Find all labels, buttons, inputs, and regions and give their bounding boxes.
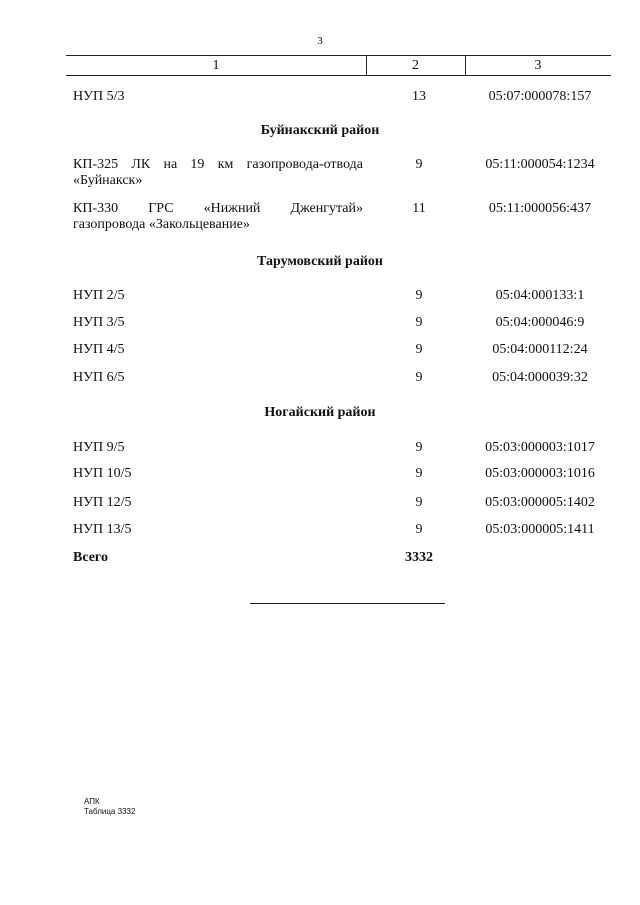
row-code: 05:03:000003:1017: [485, 440, 595, 455]
row-value: 9: [415, 288, 423, 303]
row-code: 05:04:000112:24: [492, 342, 588, 357]
section-title-buynaksky: Буйнакский район: [260, 123, 380, 138]
row-code: 05:03:000005:1402: [485, 495, 595, 510]
row-name: НУП 2/5: [73, 288, 125, 303]
row-code: 05:11:000054:1234: [485, 157, 595, 172]
row-code: 05:07:000078:157: [488, 89, 592, 104]
table-header: [66, 58, 611, 74]
footer-note-line-1: АПК: [84, 797, 100, 806]
row-name: НУП 9/5: [73, 440, 125, 455]
row-code: 05:11:000056:437: [488, 201, 592, 216]
row-name: НУП 3/5: [73, 315, 125, 330]
total-label: Всего: [73, 550, 108, 565]
closing-rule: [250, 603, 445, 604]
table-header-bottom-rule: [66, 75, 611, 76]
row-value: 9: [415, 370, 423, 385]
row-code: 05:03:000003:1016: [485, 466, 595, 481]
row-code: 05:04:000039:32: [492, 370, 588, 385]
column-header-1: 1: [212, 58, 220, 73]
row-value: 9: [415, 440, 423, 455]
row-code: 05:04:000046:9: [495, 315, 585, 330]
row-value: 9: [415, 522, 423, 537]
row-name: НУП 4/5: [73, 342, 125, 357]
total-value: 3332: [405, 550, 433, 565]
page-number: 3: [317, 35, 323, 47]
footer-note-line-2: Таблица 3332: [84, 807, 136, 816]
row-value: 9: [415, 466, 423, 481]
column-header-3: 3: [534, 58, 542, 73]
row-value: 9: [415, 315, 423, 330]
row-name: НУП 12/5: [73, 495, 132, 510]
row-value: 11: [412, 201, 426, 216]
row-name: НУП 5/3: [73, 89, 125, 104]
row-name: НУП 6/5: [73, 370, 125, 385]
column-header-2: 2: [412, 58, 419, 73]
row-name: НУП 13/5: [73, 522, 132, 537]
row-value: 13: [412, 89, 426, 104]
section-title-tarumovsky: Тарумовский район: [257, 254, 383, 269]
row-value: 9: [415, 157, 423, 172]
row-code: 05:03:000005:1411: [485, 522, 595, 537]
row-value: 9: [415, 495, 423, 510]
row-name: КП-325 ЛК на 19 км газопровода-отвода «Буйнакск»: [73, 157, 363, 188]
section-title-nogaysky: Ногайский район: [264, 405, 376, 420]
table-header-top-rule: [66, 55, 611, 56]
row-code: 05:04:000133:1: [495, 288, 585, 303]
row-value: 9: [415, 342, 423, 357]
row-name: НУП 10/5: [73, 466, 132, 481]
row-name: КП-330 ГРС «Нижний Дженгутай» газопровода «Закольцевание»: [73, 201, 363, 232]
